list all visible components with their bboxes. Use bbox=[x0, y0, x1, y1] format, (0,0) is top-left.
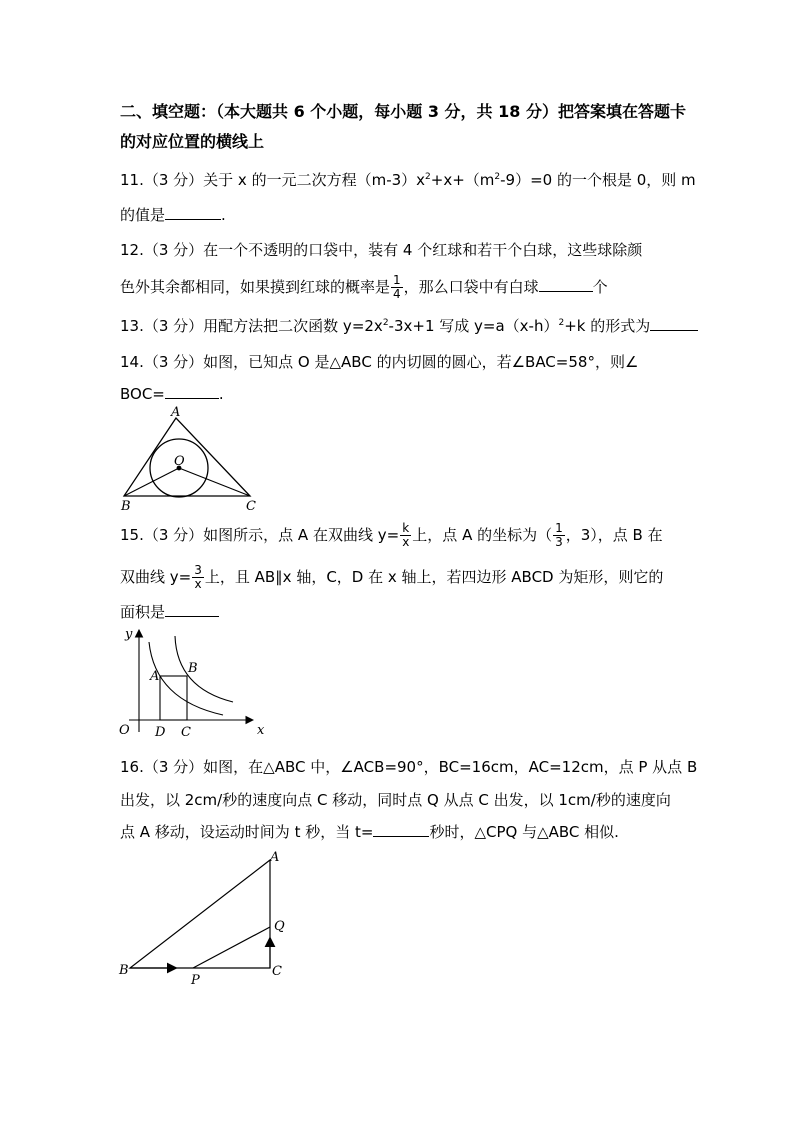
label-b: B bbox=[121, 499, 131, 514]
label-d: D bbox=[155, 725, 166, 740]
label-c: C bbox=[181, 725, 191, 740]
section-title-line2: 的对应位置的横线上 bbox=[120, 132, 265, 151]
question-11-line1: 11.（3 分）关于 x 的一元二次方程$(m-3)x^2+x+(m^2-9)=0$ 的一个根是 0，则 m bbox=[120, 171, 696, 189]
curve-3-over-x bbox=[175, 636, 233, 702]
figure-14-incircle-triangle bbox=[110, 404, 270, 514]
answer-blank-12[interactable] bbox=[539, 277, 593, 292]
label-o: O bbox=[174, 454, 185, 469]
question-11-line2: 的值是 . bbox=[120, 206, 226, 224]
fraction: $\frac{k}{x}$ bbox=[402, 521, 410, 549]
section-title-line1: 二、填空题：（本大题共 6 个小题，每小题 3 分，共 18 分）把答案填在答题卡 bbox=[120, 102, 686, 121]
fraction: $\frac{1}{3}$ bbox=[555, 521, 563, 549]
label-a: A bbox=[171, 405, 181, 420]
label-x: x bbox=[257, 723, 265, 738]
label-y: y bbox=[125, 627, 133, 642]
answer-blank-13[interactable] bbox=[650, 316, 698, 331]
label-b: B bbox=[119, 963, 129, 978]
fraction: $\frac{1}{4}$ bbox=[393, 273, 401, 301]
segment-co bbox=[179, 468, 250, 496]
label-o: O bbox=[119, 723, 130, 738]
question-14-line2: BOC= . bbox=[120, 385, 224, 403]
question-15-line2: 双曲线 y= $\frac{3}{x}$ 上，且 AB∥x 轴，C，D 在 x 轴上，若四边形 ABCD 为矩形，则它的 bbox=[120, 563, 664, 591]
label-q: Q bbox=[274, 919, 285, 934]
segment-pq bbox=[193, 927, 270, 968]
label-c: C bbox=[246, 499, 256, 514]
segment-bo bbox=[124, 468, 179, 496]
figure-16-right-triangle bbox=[115, 848, 305, 988]
figure-15-hyperbola-rectangle bbox=[115, 622, 275, 742]
label-b: B bbox=[188, 661, 198, 676]
answer-blank-14[interactable] bbox=[165, 384, 219, 399]
label-a: A bbox=[150, 669, 160, 684]
answer-blank-11[interactable] bbox=[165, 205, 221, 220]
triangle-abc bbox=[124, 418, 250, 496]
question-13: 13.（3 分）用配方法把二次函数 $y=2x^2-3x+1$ 写成 $y=a(x-h)^2+k$ 的形式为 bbox=[120, 316, 698, 336]
label-c: C bbox=[272, 964, 282, 979]
answer-blank-15[interactable] bbox=[165, 602, 219, 617]
question-12-line2: 色外其余都相同，如果摸到红球的概率是 $\frac{1}{4}$ ，那么口袋中有白球 个 bbox=[120, 273, 608, 301]
fraction: $\frac{3}{x}$ bbox=[194, 563, 202, 591]
question-15-line3: 面积是 bbox=[120, 602, 219, 622]
question-14-line1: 14.（3 分）如图，已知点 O 是△ABC 的内切圆的圆心，若∠BAC=58°，则∠ bbox=[120, 353, 639, 371]
question-15-line1: 15.（3 分）如图所示，点 A 在双曲线 y= $\frac{k}{x}$ 上，点 A 的坐标为（ $\frac{1}{3}$ ，3），点 B 在 bbox=[120, 521, 663, 549]
label-a: A bbox=[270, 850, 280, 865]
question-12-line1: 12.（3 分）在一个不透明的口袋中，装有 4 个红球和若干个白球，这些球除颜 bbox=[120, 241, 643, 259]
label-p: P bbox=[191, 973, 200, 988]
question-16-line3: 点 A 移动，设运动时间为 t 秒，当 t= 秒时，△CPQ 与△ABC 相似. bbox=[120, 823, 619, 841]
answer-blank-16[interactable] bbox=[373, 822, 429, 837]
triangle-abc bbox=[130, 860, 270, 968]
question-16-line2: 出发，以 2cm/秒的速度向点 C 移动，同时点 Q 从点 C 出发，以 1cm/秒的速度向 bbox=[120, 791, 671, 809]
question-16-line1: 16.（3 分）如图，在△ABC 中，∠ACB=90°，BC=16cm，AC=12cm，点 P 从点 B bbox=[120, 758, 698, 776]
